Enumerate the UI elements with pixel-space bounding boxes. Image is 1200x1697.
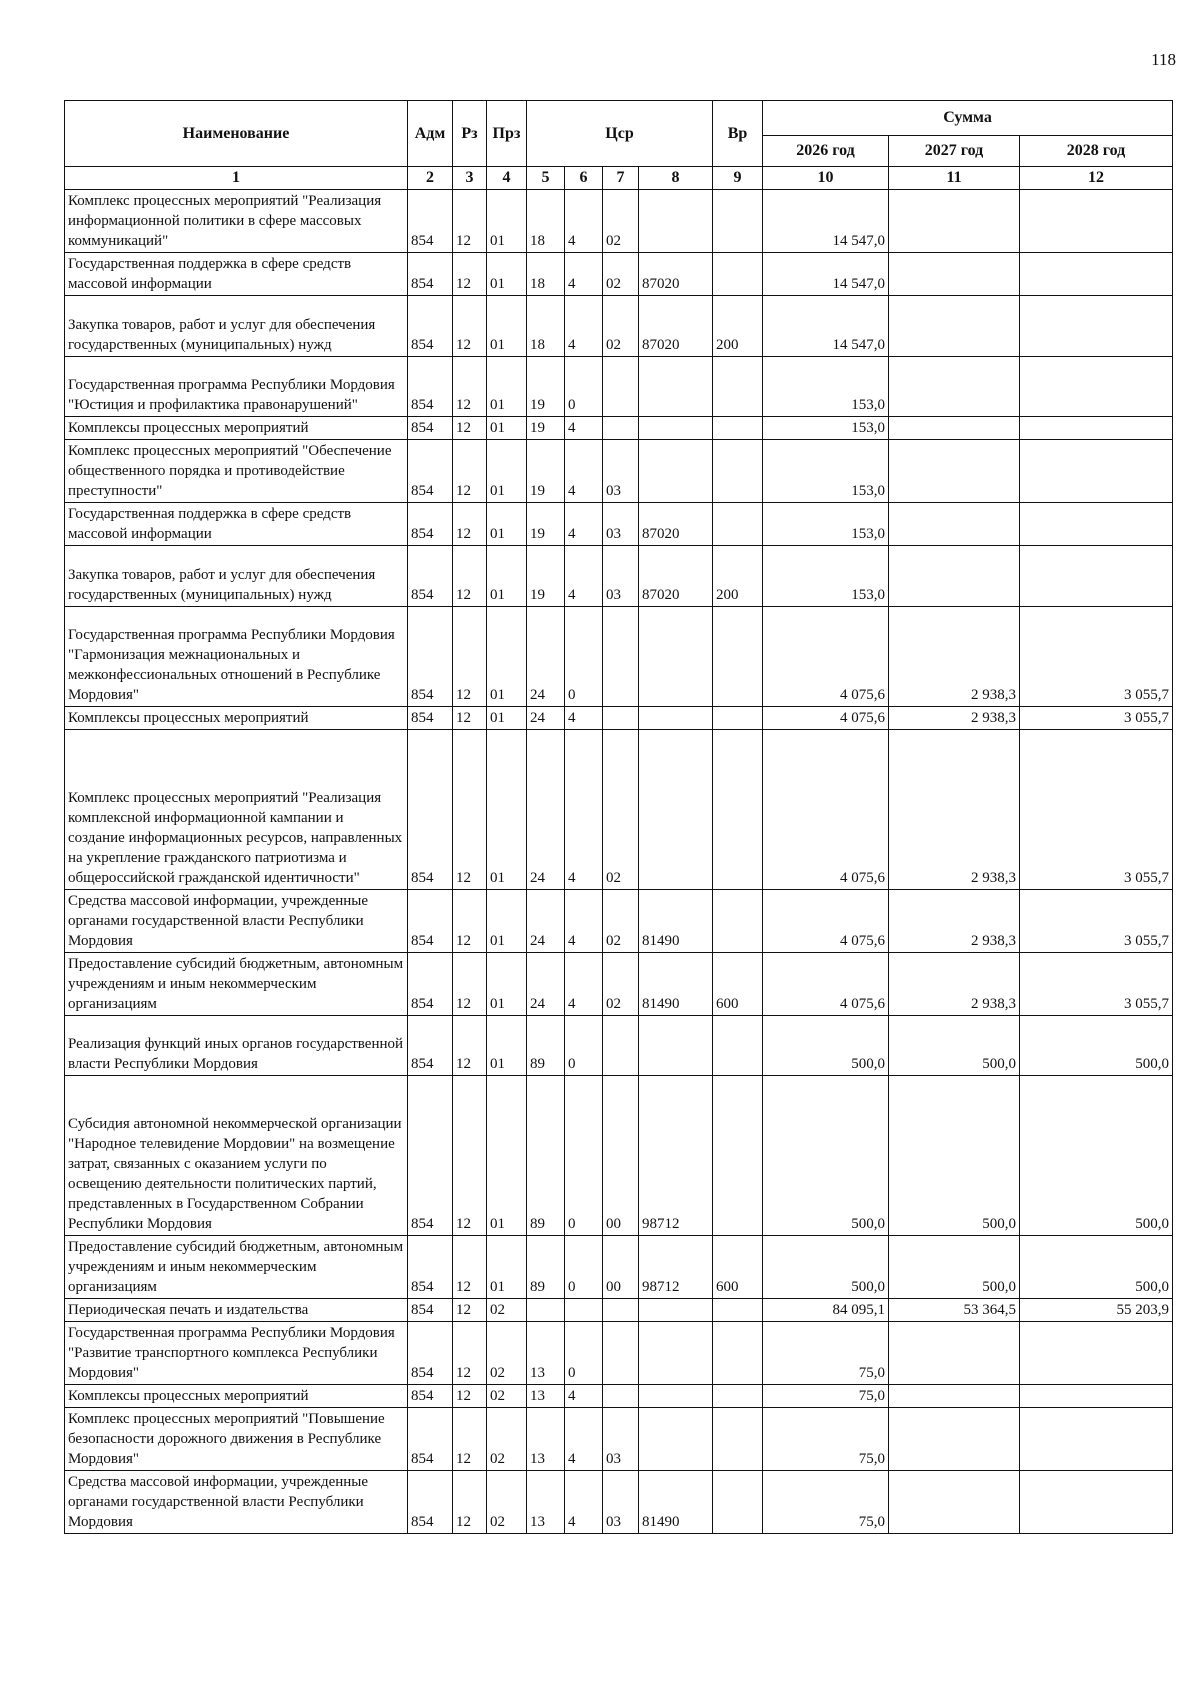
amount-2026: 14 547,0 [763, 253, 889, 296]
header-rz: Рз [453, 101, 487, 167]
rz-code: 12 [453, 707, 487, 730]
header-vr: Вр [713, 101, 763, 167]
table-row [65, 357, 1173, 417]
csr-part-6: 0 [565, 607, 603, 707]
table-row [65, 953, 1173, 1016]
csr-part-6: 4 [565, 503, 603, 546]
csr-part-5: 19 [527, 440, 565, 503]
amount-2027: 53 364,5 [889, 1299, 1020, 1322]
csr-part-8 [639, 707, 713, 730]
amount-2028 [1020, 417, 1173, 440]
amount-2027 [889, 190, 1020, 253]
prz-code: 02 [487, 1299, 527, 1322]
adm-code: 854 [408, 417, 453, 440]
column-number: 2 [408, 167, 453, 190]
csr-part-8 [639, 607, 713, 707]
vr-code [713, 440, 763, 503]
csr-part-6: 0 [565, 357, 603, 417]
csr-part-5: 89 [527, 1076, 565, 1236]
amount-2028: 3 055,7 [1020, 707, 1173, 730]
amount-2028: 3 055,7 [1020, 953, 1173, 1016]
amount-2028 [1020, 546, 1173, 607]
row-name: Государственная поддержка в сфере средств массовой информации [65, 253, 408, 296]
header-prz: Прз [487, 101, 527, 167]
rz-code: 12 [453, 1076, 487, 1236]
csr-part-8 [639, 440, 713, 503]
column-number: 6 [565, 167, 603, 190]
csr-part-8 [639, 357, 713, 417]
amount-2026: 153,0 [763, 546, 889, 607]
rz-code: 12 [453, 1408, 487, 1471]
amount-2026: 14 547,0 [763, 296, 889, 357]
adm-code: 854 [408, 440, 453, 503]
rz-code: 12 [453, 953, 487, 1016]
adm-code: 854 [408, 730, 453, 890]
csr-part-5: 24 [527, 890, 565, 953]
prz-code: 01 [487, 417, 527, 440]
column-number: 5 [527, 167, 565, 190]
prz-code: 02 [487, 1471, 527, 1534]
csr-part-7: 00 [603, 1236, 639, 1299]
column-number: 10 [763, 167, 889, 190]
amount-2028 [1020, 296, 1173, 357]
csr-part-6: 4 [565, 1471, 603, 1534]
rz-code: 12 [453, 1322, 487, 1385]
amount-2028 [1020, 357, 1173, 417]
amount-2027: 500,0 [889, 1016, 1020, 1076]
amount-2027 [889, 546, 1020, 607]
csr-part-6: 4 [565, 707, 603, 730]
csr-part-5: 24 [527, 953, 565, 1016]
adm-code: 854 [408, 190, 453, 253]
row-name: Средства массовой информации, учрежденные органами государственной власти Республики Мордовия [65, 890, 408, 953]
adm-code: 854 [408, 1076, 453, 1236]
table-row [65, 1322, 1173, 1385]
amount-2028 [1020, 1471, 1173, 1534]
csr-part-5: 13 [527, 1322, 565, 1385]
table-row [65, 1471, 1173, 1534]
table-row [65, 417, 1173, 440]
amount-2026: 4 075,6 [763, 607, 889, 707]
prz-code: 02 [487, 1408, 527, 1471]
amount-2027: 2 938,3 [889, 890, 1020, 953]
rz-code: 12 [453, 730, 487, 890]
amount-2026: 500,0 [763, 1076, 889, 1236]
csr-part-7: 02 [603, 190, 639, 253]
csr-part-6: 4 [565, 730, 603, 890]
table-row [65, 707, 1173, 730]
csr-part-5: 24 [527, 707, 565, 730]
csr-part-7: 03 [603, 1408, 639, 1471]
csr-part-6: 4 [565, 253, 603, 296]
csr-part-7: 03 [603, 546, 639, 607]
table-row [65, 1016, 1173, 1076]
csr-part-7 [603, 357, 639, 417]
csr-part-8 [639, 1408, 713, 1471]
prz-code: 01 [487, 730, 527, 890]
adm-code: 854 [408, 707, 453, 730]
amount-2028 [1020, 253, 1173, 296]
csr-part-5: 19 [527, 503, 565, 546]
csr-part-7: 03 [603, 440, 639, 503]
amount-2026: 75,0 [763, 1385, 889, 1408]
row-name: Комплекс процессных мероприятий "Повышение безопасности дорожного движения в Республике Мордовия" [65, 1408, 408, 1471]
header-adm: Адм [408, 101, 453, 167]
amount-2027 [889, 1385, 1020, 1408]
vr-code [713, 607, 763, 707]
rz-code: 12 [453, 417, 487, 440]
prz-code: 01 [487, 503, 527, 546]
csr-part-5: 13 [527, 1408, 565, 1471]
amount-2026: 75,0 [763, 1471, 889, 1534]
table-row [65, 890, 1173, 953]
amount-2028: 3 055,7 [1020, 730, 1173, 890]
adm-code: 854 [408, 607, 453, 707]
amount-2026: 153,0 [763, 503, 889, 546]
rz-code: 12 [453, 1299, 487, 1322]
rz-code: 12 [453, 296, 487, 357]
rz-code: 12 [453, 357, 487, 417]
adm-code: 854 [408, 890, 453, 953]
amount-2028 [1020, 1385, 1173, 1408]
column-number: 11 [889, 167, 1020, 190]
row-name: Комплексы процессных мероприятий [65, 417, 408, 440]
amount-2026: 153,0 [763, 417, 889, 440]
rz-code: 12 [453, 1016, 487, 1076]
adm-code: 854 [408, 357, 453, 417]
amount-2026: 75,0 [763, 1408, 889, 1471]
csr-part-7: 02 [603, 953, 639, 1016]
vr-code [713, 1385, 763, 1408]
csr-part-6: 4 [565, 190, 603, 253]
csr-part-7: 03 [603, 503, 639, 546]
table-row [65, 1076, 1173, 1236]
vr-code: 200 [713, 296, 763, 357]
adm-code: 854 [408, 296, 453, 357]
prz-code: 01 [487, 546, 527, 607]
prz-code: 01 [487, 440, 527, 503]
adm-code: 854 [408, 503, 453, 546]
csr-part-6: 4 [565, 546, 603, 607]
table-row [65, 440, 1173, 503]
amount-2027 [889, 296, 1020, 357]
amount-2028 [1020, 440, 1173, 503]
amount-2027: 2 938,3 [889, 953, 1020, 1016]
csr-part-5: 18 [527, 253, 565, 296]
csr-part-8: 87020 [639, 296, 713, 357]
amount-2026: 4 075,6 [763, 730, 889, 890]
amount-2028 [1020, 190, 1173, 253]
csr-part-6: 0 [565, 1076, 603, 1236]
prz-code: 01 [487, 253, 527, 296]
csr-part-6: 0 [565, 1236, 603, 1299]
column-number: 1 [65, 167, 408, 190]
amount-2026: 75,0 [763, 1322, 889, 1385]
vr-code: 600 [713, 953, 763, 1016]
csr-part-6: 4 [565, 1408, 603, 1471]
amount-2026: 84 095,1 [763, 1299, 889, 1322]
amount-2026: 153,0 [763, 440, 889, 503]
table-row [65, 503, 1173, 546]
column-number: 3 [453, 167, 487, 190]
amount-2026: 153,0 [763, 357, 889, 417]
csr-part-8: 98712 [639, 1076, 713, 1236]
row-name: Периодическая печать и издательства [65, 1299, 408, 1322]
rz-code: 12 [453, 503, 487, 546]
csr-part-8 [639, 1016, 713, 1076]
table-row [65, 607, 1173, 707]
prz-code: 01 [487, 1236, 527, 1299]
csr-part-5: 13 [527, 1385, 565, 1408]
prz-code: 02 [487, 1385, 527, 1408]
amount-2027: 2 938,3 [889, 730, 1020, 890]
csr-part-5: 19 [527, 417, 565, 440]
amount-2028 [1020, 1322, 1173, 1385]
table-row [65, 1299, 1173, 1322]
table-row [65, 1385, 1173, 1408]
csr-part-5 [527, 1299, 565, 1322]
csr-part-5: 13 [527, 1471, 565, 1534]
row-name: Закупка товаров, работ и услуг для обеспечения государственных (муниципальных) нужд [65, 546, 408, 607]
header-year-2028: 2028 год [1020, 136, 1173, 167]
rz-code: 12 [453, 1236, 487, 1299]
vr-code [713, 1076, 763, 1236]
csr-part-8 [639, 417, 713, 440]
vr-code [713, 1408, 763, 1471]
csr-part-8: 87020 [639, 253, 713, 296]
adm-code: 854 [408, 1471, 453, 1534]
amount-2027 [889, 357, 1020, 417]
amount-2027 [889, 1408, 1020, 1471]
row-name: Предоставление субсидий бюджетным, автономным учреждениям и иным некоммерческим организациям [65, 1236, 408, 1299]
table-row [65, 546, 1173, 607]
row-name: Государственная поддержка в сфере средств массовой информации [65, 503, 408, 546]
row-name: Комплексы процессных мероприятий [65, 1385, 408, 1408]
adm-code: 854 [408, 1385, 453, 1408]
amount-2027 [889, 417, 1020, 440]
column-number: 9 [713, 167, 763, 190]
rz-code: 12 [453, 253, 487, 296]
csr-part-5: 19 [527, 357, 565, 417]
budget-table [64, 100, 1173, 1534]
row-name: Комплекс процессных мероприятий "Обеспечение общественного порядка и противодействие преступности" [65, 440, 408, 503]
vr-code [713, 707, 763, 730]
header-csr: Цср [527, 101, 713, 167]
csr-part-7 [603, 607, 639, 707]
row-name: Комплекс процессных мероприятий "Реализация комплексной информационной кампании и создание информационных ресурсов, направленных на укрепление гражданского патриотизма и общероссийской гражданской идентичности" [65, 730, 408, 890]
csr-part-8 [639, 1385, 713, 1408]
header-year-2026: 2026 год [763, 136, 889, 167]
vr-code [713, 357, 763, 417]
rz-code: 12 [453, 190, 487, 253]
csr-part-8 [639, 1299, 713, 1322]
prz-code: 01 [487, 190, 527, 253]
vr-code [713, 1471, 763, 1534]
prz-code: 01 [487, 607, 527, 707]
row-name: Комплексы процессных мероприятий [65, 707, 408, 730]
column-number: 12 [1020, 167, 1173, 190]
csr-part-8 [639, 190, 713, 253]
csr-part-5: 19 [527, 546, 565, 607]
amount-2027 [889, 1322, 1020, 1385]
csr-part-7 [603, 1016, 639, 1076]
csr-part-8 [639, 1322, 713, 1385]
csr-part-6: 4 [565, 1385, 603, 1408]
csr-part-8: 81490 [639, 1471, 713, 1534]
column-number-row [65, 167, 1173, 190]
table-row [65, 1408, 1173, 1471]
vr-code: 200 [713, 546, 763, 607]
vr-code [713, 190, 763, 253]
adm-code: 854 [408, 253, 453, 296]
rz-code: 12 [453, 890, 487, 953]
csr-part-6: 4 [565, 953, 603, 1016]
csr-part-6 [565, 1299, 603, 1322]
vr-code [713, 890, 763, 953]
prz-code: 02 [487, 1322, 527, 1385]
table-row [65, 253, 1173, 296]
prz-code: 01 [487, 1016, 527, 1076]
adm-code: 854 [408, 953, 453, 1016]
csr-part-7: 02 [603, 253, 639, 296]
csr-part-5: 89 [527, 1016, 565, 1076]
csr-part-5: 89 [527, 1236, 565, 1299]
row-name: Предоставление субсидий бюджетным, автономным учреждениям и иным некоммерческим организациям [65, 953, 408, 1016]
column-number: 4 [487, 167, 527, 190]
rz-code: 12 [453, 546, 487, 607]
prz-code: 01 [487, 707, 527, 730]
header-name: Наименование [65, 101, 408, 167]
column-number: 7 [603, 167, 639, 190]
table-row [65, 1236, 1173, 1299]
vr-code [713, 417, 763, 440]
amount-2028 [1020, 503, 1173, 546]
table-row [65, 296, 1173, 357]
vr-code [713, 503, 763, 546]
vr-code [713, 730, 763, 890]
csr-part-5: 18 [527, 296, 565, 357]
row-name: Субсидия автономной некоммерческой организации "Народное телевидение Мордовии" на возмещение затрат, связанных с оказанием услуги по освещению деятельности политических партий, представленных в Государственном Собрании Республики Мордовия [65, 1076, 408, 1236]
row-name: Закупка товаров, работ и услуг для обеспечения государственных (муниципальных) нужд [65, 296, 408, 357]
table-body [65, 190, 1173, 1534]
amount-2028: 3 055,7 [1020, 607, 1173, 707]
csr-part-7: 02 [603, 890, 639, 953]
csr-part-6: 4 [565, 890, 603, 953]
csr-part-6: 4 [565, 440, 603, 503]
amount-2027 [889, 1471, 1020, 1534]
amount-2027: 2 938,3 [889, 707, 1020, 730]
csr-part-6: 0 [565, 1016, 603, 1076]
amount-2027: 500,0 [889, 1236, 1020, 1299]
csr-part-6: 0 [565, 1322, 603, 1385]
csr-part-7 [603, 1385, 639, 1408]
adm-code: 854 [408, 546, 453, 607]
csr-part-7: 02 [603, 730, 639, 890]
csr-part-7 [603, 1299, 639, 1322]
csr-part-8: 87020 [639, 546, 713, 607]
rz-code: 12 [453, 607, 487, 707]
adm-code: 854 [408, 1408, 453, 1471]
vr-code [713, 1322, 763, 1385]
csr-part-8 [639, 730, 713, 890]
amount-2026: 14 547,0 [763, 190, 889, 253]
prz-code: 01 [487, 953, 527, 1016]
rz-code: 12 [453, 440, 487, 503]
csr-part-7 [603, 1322, 639, 1385]
adm-code: 854 [408, 1236, 453, 1299]
row-name: Государственная программа Республики Мордовия "Гармонизация межнациональных и межконфессиональных отношений в Республике Мордовия" [65, 607, 408, 707]
csr-part-7: 00 [603, 1076, 639, 1236]
prz-code: 01 [487, 1076, 527, 1236]
table-row [65, 190, 1173, 253]
amount-2026: 4 075,6 [763, 890, 889, 953]
header-year-2027: 2027 год [889, 136, 1020, 167]
amount-2027: 500,0 [889, 1076, 1020, 1236]
csr-part-8: 87020 [639, 503, 713, 546]
vr-code [713, 1299, 763, 1322]
amount-2026: 4 075,6 [763, 953, 889, 1016]
rz-code: 12 [453, 1385, 487, 1408]
csr-part-7: 03 [603, 1471, 639, 1534]
vr-code [713, 253, 763, 296]
csr-part-6: 4 [565, 296, 603, 357]
csr-part-5: 24 [527, 607, 565, 707]
amount-2028: 500,0 [1020, 1016, 1173, 1076]
row-name: Государственная программа Республики Мордовия "Развитие транспортного комплекса Республики Мордовия" [65, 1322, 408, 1385]
amount-2026: 500,0 [763, 1016, 889, 1076]
csr-part-8: 81490 [639, 890, 713, 953]
vr-code [713, 1016, 763, 1076]
header-sum: Сумма [763, 101, 1173, 136]
amount-2027 [889, 440, 1020, 503]
column-number: 8 [639, 167, 713, 190]
row-name: Государственная программа Республики Мордовия "Юстиция и профилактика правонарушений" [65, 357, 408, 417]
amount-2028 [1020, 1408, 1173, 1471]
csr-part-7 [603, 707, 639, 730]
rz-code: 12 [453, 1471, 487, 1534]
page-number: 118 [1151, 50, 1176, 69]
csr-part-8: 81490 [639, 953, 713, 1016]
row-name: Средства массовой информации, учрежденные органами государственной власти Республики Мордовия [65, 1471, 408, 1534]
row-name: Комплекс процессных мероприятий "Реализация информационной политики в сфере массовых коммуникаций" [65, 190, 408, 253]
prz-code: 01 [487, 357, 527, 417]
amount-2027 [889, 503, 1020, 546]
csr-part-5: 24 [527, 730, 565, 890]
prz-code: 01 [487, 296, 527, 357]
adm-code: 854 [408, 1016, 453, 1076]
csr-part-7: 02 [603, 296, 639, 357]
csr-part-5: 18 [527, 190, 565, 253]
amount-2027 [889, 253, 1020, 296]
csr-part-6: 4 [565, 417, 603, 440]
vr-code: 600 [713, 1236, 763, 1299]
prz-code: 01 [487, 890, 527, 953]
amount-2026: 4 075,6 [763, 707, 889, 730]
adm-code: 854 [408, 1299, 453, 1322]
amount-2028: 55 203,9 [1020, 1299, 1173, 1322]
amount-2027: 2 938,3 [889, 607, 1020, 707]
csr-part-8: 98712 [639, 1236, 713, 1299]
amount-2028: 500,0 [1020, 1236, 1173, 1299]
csr-part-7 [603, 417, 639, 440]
amount-2028: 500,0 [1020, 1076, 1173, 1236]
amount-2026: 500,0 [763, 1236, 889, 1299]
table-row [65, 730, 1173, 890]
amount-2028: 3 055,7 [1020, 890, 1173, 953]
adm-code: 854 [408, 1322, 453, 1385]
row-name: Реализация функций иных органов государственной власти Республики Мордовия [65, 1016, 408, 1076]
